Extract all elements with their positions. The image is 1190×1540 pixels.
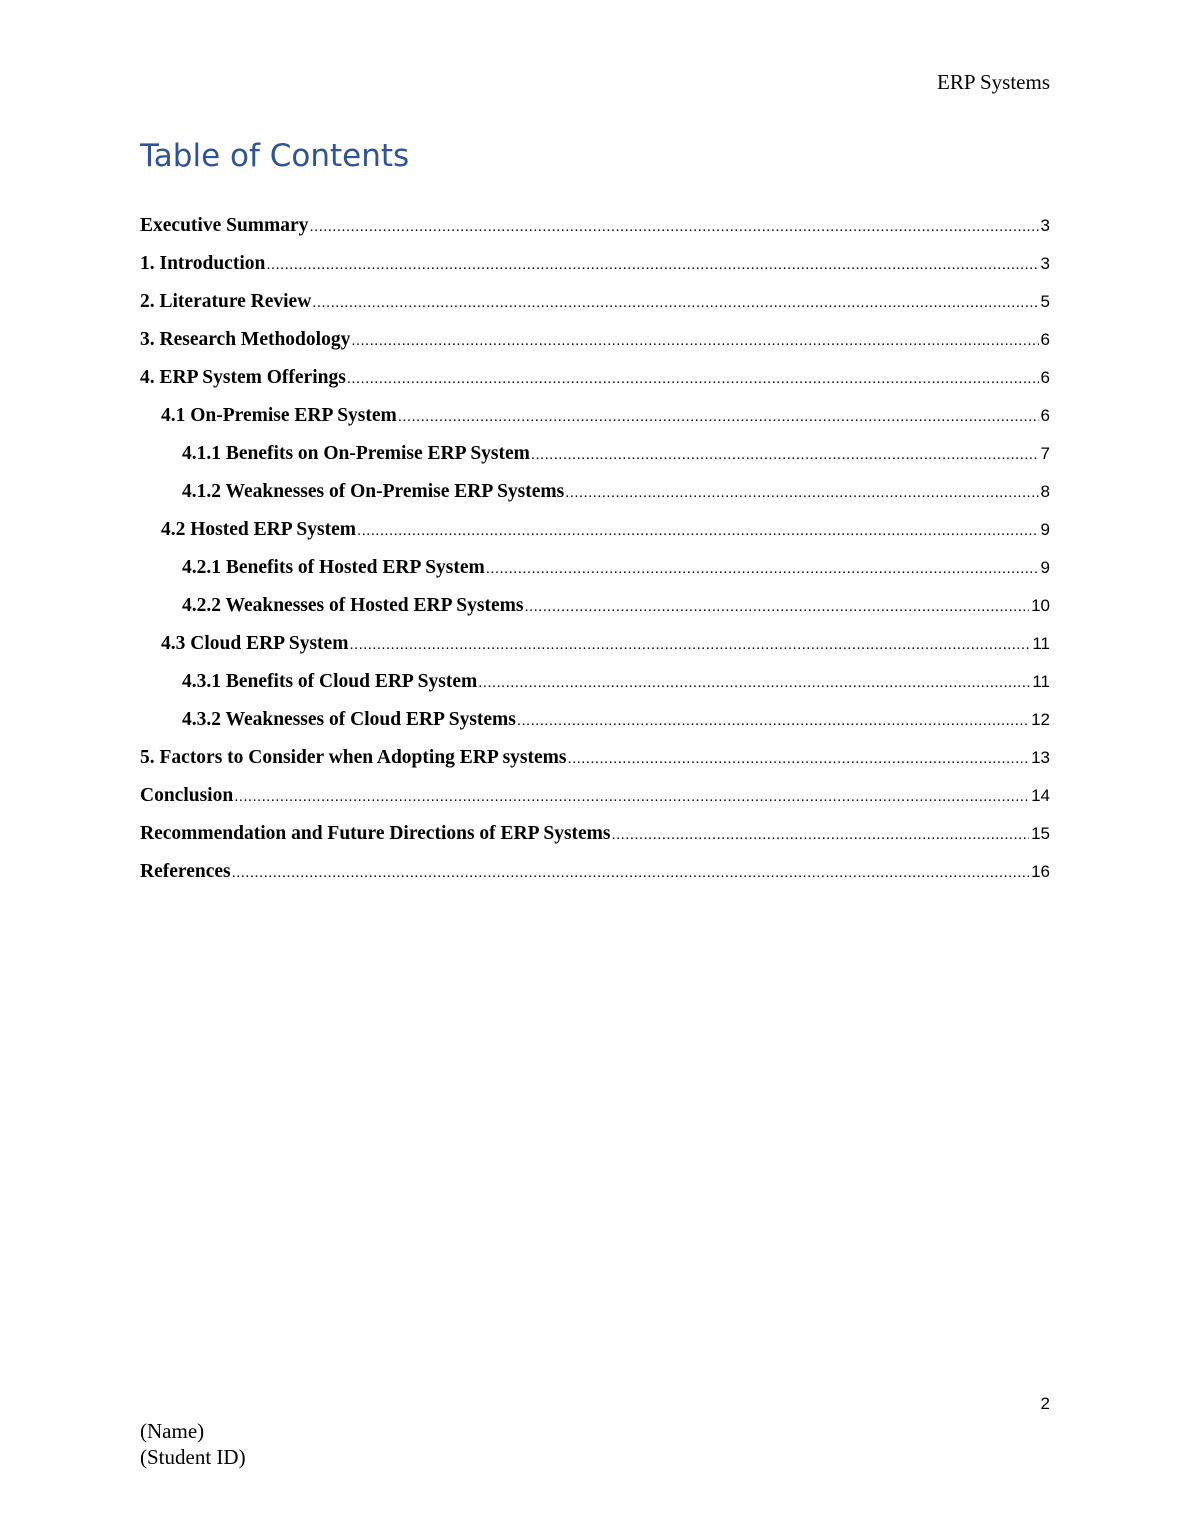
- toc-entry-page: 3: [1040, 216, 1050, 235]
- toc-dot-leader: [517, 712, 1029, 729]
- toc-entry-label: 2. Literature Review: [140, 291, 312, 312]
- toc-entry[interactable]: [140, 250, 1050, 288]
- toc-dot-leader: [357, 522, 1039, 539]
- toc-dot-leader: [565, 484, 1038, 501]
- toc-entry-page: 8: [1040, 482, 1050, 501]
- toc-entry-page: 3: [1040, 254, 1050, 273]
- toc-dot-leader: [234, 788, 1029, 805]
- toc-entry-label: 4.3.1 Benefits of Cloud ERP System: [182, 671, 478, 692]
- toc-dot-leader: [486, 560, 1039, 577]
- toc-entry[interactable]: [140, 782, 1050, 820]
- toc-dot-leader: [266, 256, 1038, 273]
- toc-dot-leader: [309, 218, 1038, 235]
- toc-entry[interactable]: [140, 630, 1050, 668]
- toc-dot-leader: [347, 370, 1039, 387]
- toc-dot-leader: [351, 332, 1038, 349]
- footer-name: (Name): [140, 1419, 205, 1443]
- toc-entry-label: Recommendation and Future Directions of ERP Systems: [140, 823, 611, 844]
- toc-dot-leader: [349, 636, 1030, 653]
- toc-entry-label: 4.2.2 Weaknesses of Hosted ERP Systems: [182, 595, 524, 616]
- toc-entry[interactable]: [140, 364, 1050, 402]
- toc-entry-page: 9: [1040, 558, 1050, 577]
- toc-entry[interactable]: [140, 326, 1050, 364]
- toc-entry[interactable]: [140, 668, 1050, 706]
- toc-entry-label: 4.1 On-Premise ERP System: [161, 405, 397, 426]
- toc-entry-page: 7: [1040, 444, 1050, 463]
- toc-dot-leader: [568, 750, 1030, 767]
- toc-entry-label: 4.2.1 Benefits of Hosted ERP System: [182, 557, 485, 578]
- footer: [140, 1418, 246, 1470]
- toc-entry-label: Executive Summary: [140, 215, 309, 236]
- toc-entry[interactable]: [140, 554, 1050, 592]
- toc-entry-page: 14: [1031, 786, 1050, 805]
- toc-entry-label: 4.2 Hosted ERP System: [161, 519, 356, 540]
- toc-entry[interactable]: [140, 744, 1050, 782]
- running-header: ERP Systems: [937, 70, 1050, 94]
- toc-list: [140, 212, 1050, 896]
- toc-title: Table of Contents: [140, 138, 410, 174]
- toc-entry[interactable]: [140, 820, 1050, 858]
- toc-entry-page: 16: [1031, 862, 1050, 881]
- toc-entry[interactable]: [140, 212, 1050, 250]
- toc-entry[interactable]: [140, 706, 1050, 744]
- toc-dot-leader: [524, 598, 1029, 615]
- toc-entry-label: 3. Research Methodology: [140, 329, 351, 350]
- toc-entry-page: 11: [1032, 634, 1050, 653]
- toc-entry[interactable]: [140, 592, 1050, 630]
- toc-dot-leader: [612, 826, 1030, 843]
- toc-entry-label: 4.1.1 Benefits on On-Premise ERP System: [182, 443, 530, 464]
- toc-entry[interactable]: [140, 478, 1050, 516]
- toc-entry[interactable]: [140, 288, 1050, 326]
- toc-entry[interactable]: [140, 440, 1050, 478]
- toc-entry[interactable]: [140, 402, 1050, 440]
- toc-entry-page: 6: [1040, 406, 1050, 425]
- toc-entry-label: 1. Introduction: [140, 253, 266, 274]
- page-number: 2: [1040, 1394, 1050, 1413]
- toc-entry-page: 6: [1040, 330, 1050, 349]
- toc-entry-label: 5. Factors to Consider when Adopting ERP systems: [140, 747, 567, 768]
- toc-entry[interactable]: [140, 516, 1050, 554]
- toc-entry-label: Conclusion: [140, 785, 234, 806]
- toc-entry-label: References: [140, 861, 231, 882]
- toc-entry-page: 9: [1040, 520, 1050, 539]
- toc-entry-page: 15: [1031, 824, 1050, 843]
- toc-dot-leader: [232, 864, 1029, 881]
- toc-entry-page: 13: [1031, 748, 1050, 767]
- toc-entry-page: 12: [1031, 710, 1050, 729]
- toc-entry-label: 4.3.2 Weaknesses of Cloud ERP Systems: [182, 709, 516, 730]
- toc-entry-page: 11: [1032, 672, 1050, 691]
- toc-entry-label: 4. ERP System Offerings: [140, 367, 346, 388]
- toc-dot-leader: [531, 446, 1039, 463]
- footer-student-id: (Student ID): [140, 1445, 246, 1469]
- toc-dot-leader: [312, 294, 1038, 311]
- toc-entry-page: 6: [1040, 368, 1050, 387]
- toc-dot-leader: [398, 408, 1039, 425]
- toc-entry-page: 5: [1040, 292, 1050, 311]
- toc-entry-label: 4.3 Cloud ERP System: [161, 633, 349, 654]
- toc-entry-label: 4.1.2 Weaknesses of On-Premise ERP Systems: [182, 481, 565, 502]
- toc-dot-leader: [478, 674, 1030, 691]
- toc-entry[interactable]: [140, 858, 1050, 896]
- toc-entry-page: 10: [1031, 596, 1050, 615]
